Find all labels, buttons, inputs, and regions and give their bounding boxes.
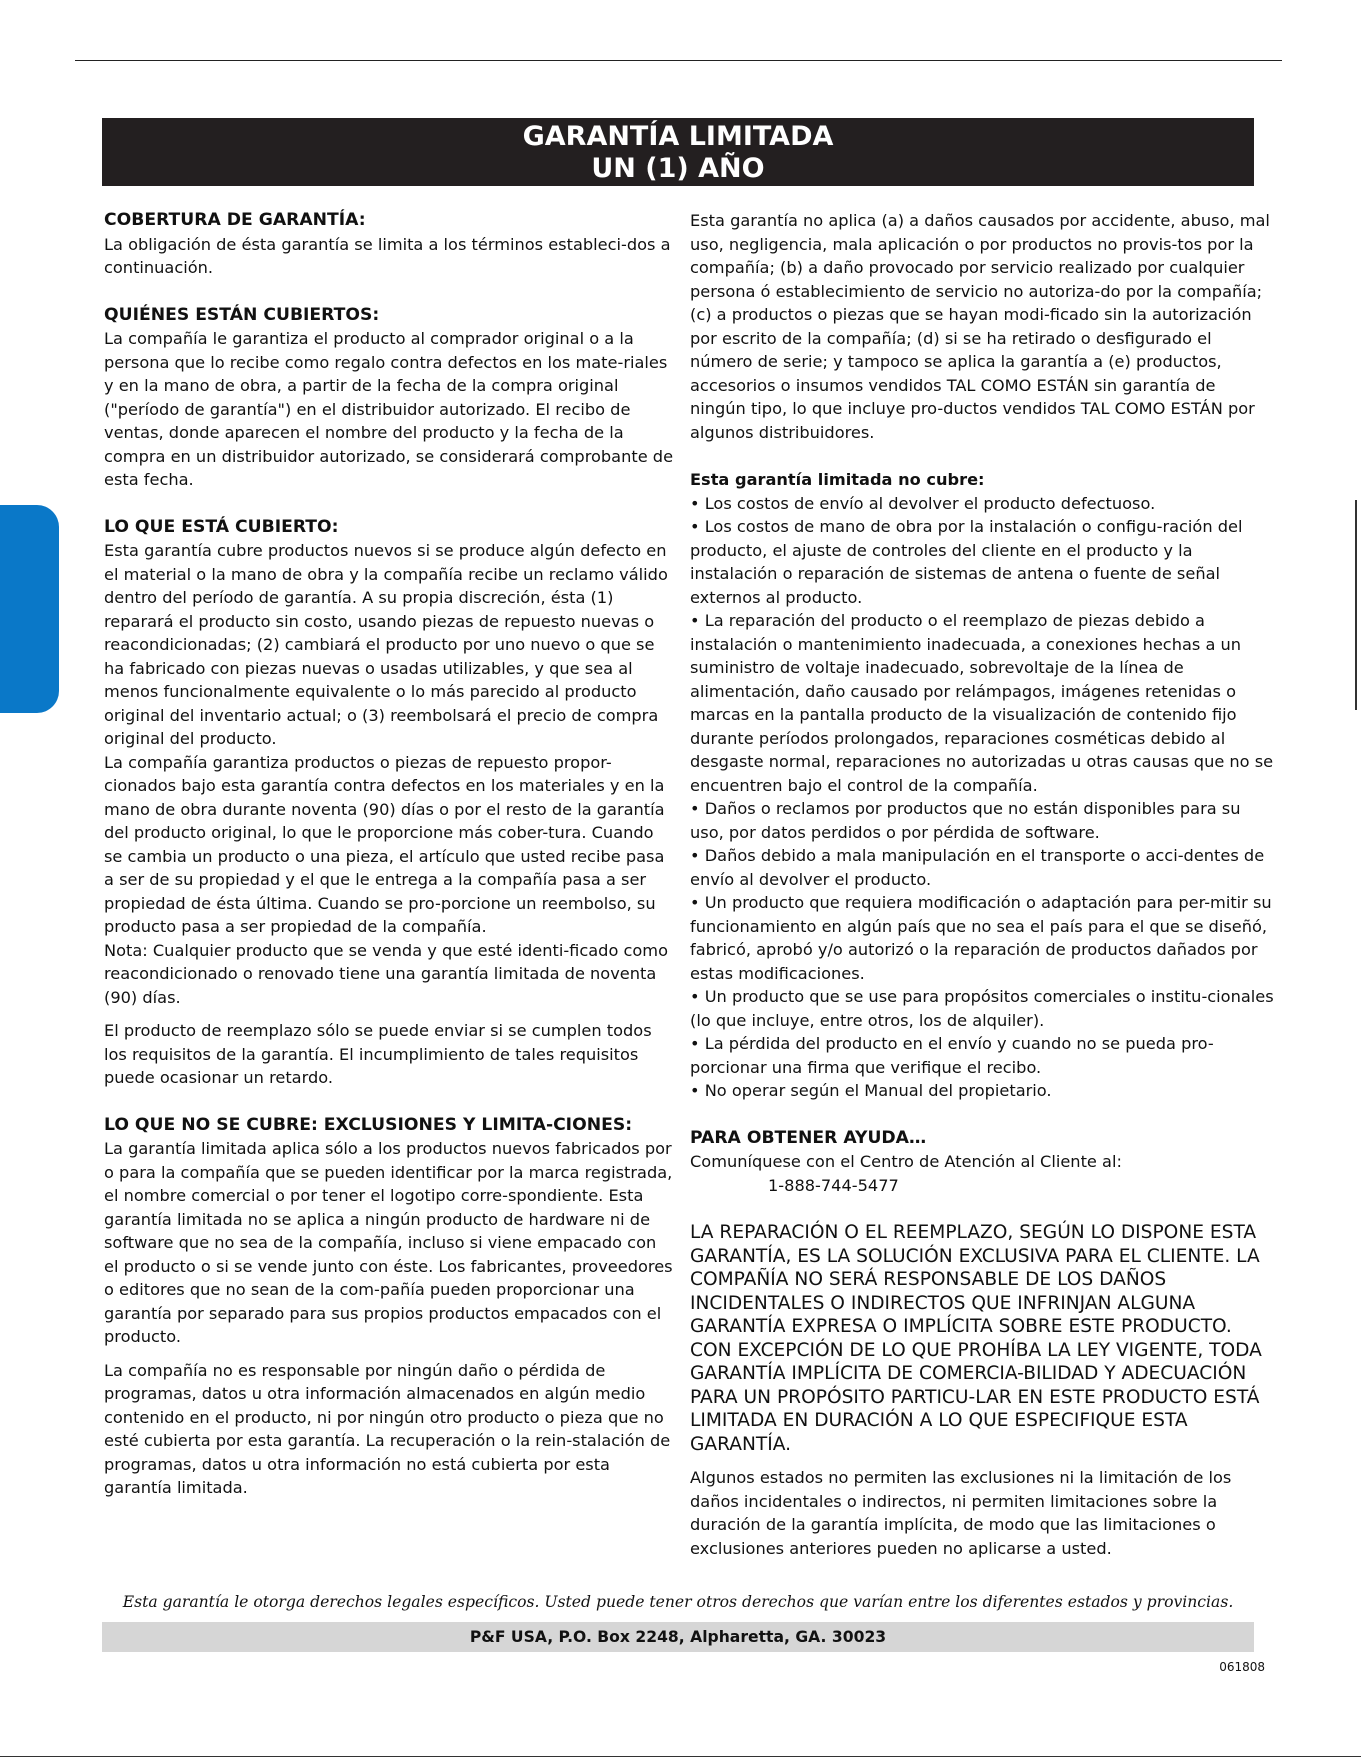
help-heading: PARA OBTENER AYUDA… <box>690 1127 927 1148</box>
coverage-text: La obligación de ésta garantía se limita a los términos estableci-dos a continuación. <box>104 234 671 277</box>
covered-heading: LO QUE ESTÁ CUBIERTO: <box>104 516 339 537</box>
left-column <box>104 209 674 1500</box>
title-line-1: GARANTÍA LIMITADA <box>522 121 834 152</box>
covered-note: Nota: Cualquier producto que se venda y que esté identi-ficado como reacondicionado o renovado tiene una garantía limitada de noventa (90) días. <box>104 940 668 1007</box>
list-item: • Un producto que se use para propósitos comerciales o institu-cionales (lo que incluye, entre otros, los de alquiler). <box>690 987 1274 1030</box>
covered-text-2: La compañía garantiza productos o piezas de repuesto propor-cionados bajo esta garantía contra defectos en los materiales y en la mano de obra durante noventa (90) días o por el resto de la garantía del producto original, lo que le proporcione más cober-tura. Cuando se cambia un producto o una pieza, el artículo que usted recibe pasa a ser de su propiedad y el que le entrega a la compañía pasa a ser propiedad de ésta última. Cuando se pro-porcione un reembolso, su producto pasa a ser propiedad de la compañía. <box>104 752 665 936</box>
states-text: Algunos estados no permiten las exclusiones ni la limitación de los daños incidentales o indirectos, ni permiten limitaciones sobre la duración de la garantía implícita, de modo que las limitaciones o exclusiones anteriores pueden no aplicarse a usted. <box>690 1468 1232 1558</box>
help-text: Comuníquese con el Centro de Atención al Cliente al: <box>690 1152 1122 1171</box>
covered-text-1: Esta garantía cubre productos nuevos si se produce algún defecto en el material o la mano de obra y la compañía recibe un reclamo válido dentro del período de garantía. A su propia discreción, ésta (1) reparará el producto sin costo, usando piezas de repuesto nuevas o reacondicionadas; (2) cambiará el producto por uno nuevo o que se ha fabricado con piezas nuevas o usadas utilizables, y que sea al menos funcionalmente equivalente o lo más parecido al producto original del inventario actual; o (3) reembolsará el precio de compra original del producto. <box>104 541 668 748</box>
address-bar: P&F USA, P.O. Box 2248, Alpharetta, GA. 30023 <box>102 1622 1254 1652</box>
not-apply-text: Esta garantía no aplica (a) a daños causados por accidente, abuso, mal uso, negligencia, mala aplicación o por productos no provis-tos por la compañía; (b) a daño provocado por servicio realizado por cualquier persona ó establecimiento de servicio no autoriza-do por la compañía; (c) a productos o piezas que se hayan modi-ficado sin la autorización por escrito de la compañía; (d) si se ha retirado o desfigurado el número de serie; y tampoco se aplica la garantía a (e) productos, accesorios o insumos vendidos TAL COMO ESTÁN sin garantía de ningún tipo, lo que incluye pro-ductos vendidos TAL COMO ESTÁN por algunos distribuidores. <box>690 211 1270 442</box>
list-item: • Los costos de envío al devolver el producto defectuoso. <box>690 493 1156 513</box>
list-item: • No operar según el Manual del propietario. <box>690 1081 1052 1100</box>
exclusions-heading: LO QUE NO SE CUBRE: EXCLUSIONES Y LIMITA-CIONES: <box>104 1114 633 1135</box>
edge-mark <box>1355 500 1357 710</box>
list-item: • La pérdida del producto en el envío y cuando no se pueda pro-porcionar una firma que verifique el recibo. <box>690 1034 1214 1077</box>
title-line-2: UN (1) AÑO <box>591 153 765 184</box>
not-cover-heading: Esta garantía limitada no cubre: <box>690 470 985 489</box>
who-heading: QUIÉNES ESTÁN CUBIERTOS: <box>104 304 380 325</box>
list-item: • Daños o reclamos por productos que no están disponibles para su uso, por datos perdidos o por pérdida de software. <box>690 799 1241 842</box>
coverage-heading: COBERTURA DE GARANTÍA: <box>104 210 366 230</box>
document-code: 061808 <box>1219 1660 1265 1674</box>
bottom-rule <box>0 1756 1361 1757</box>
right-column <box>690 209 1276 1560</box>
title-bar <box>102 118 1254 186</box>
covered-text-3: El producto de reemplazo sólo se puede enviar si se cumplen todos los requisitos de la garantía. El incumplimiento de tales requisitos puede ocasionar un retardo. <box>104 1021 652 1087</box>
exclusions-text-1: La garantía limitada aplica sólo a los productos nuevos fabricados por o para la compañía que se pueden identificar por la marca registrada, el nombre comercial o por tener el logotipo corre-spondiente. Esta garantía limitada no se aplica a ningún producto de hardware ni de software que no sea de la compañía, incluso si viene empacado con el producto o si se vende junto con éste. Los fabricantes, proveedores o editores que no sean de la com-pañía pueden proporcionar una garantía por separado para sus propios productos empacados con el producto. <box>104 1139 673 1346</box>
exclusions-text-2: La compañía no es responsable por ningún daño o pérdida de programas, datos u otra información almacenados en algún medio contenido en el producto, ni por ningún otro producto o pieza que no esté cubierta por esta garantía. La recuperación o la rein-stalación de programas, datos u otra información no está cubierta por esta garantía limitada. <box>104 1360 671 1497</box>
list-item: • Los costos de mano de obra por la instalación o configu-ración del producto, el ajuste de controles del cliente en el producto y la instalación o reparación de sistemas de antena o fuente de señal externos al producto. <box>690 517 1243 607</box>
phone-number: 1-888-744-5477 <box>768 1175 899 1195</box>
footer-note: Esta garantía le otorga derechos legales específicos. Usted puede tener otros derechos que varían entre los diferentes estados y provincias. <box>122 1593 1234 1611</box>
list-item: • Un producto que requiera modificación o adaptación para per-mitir su funcionamiento en algún país que no sea el país para el que se diseñó, fabricó, aprobó y/o autorizó o la reparación de productos dañados por estas modificaciones. <box>690 893 1272 983</box>
liability-disclaimer: LA REPARACIÓN O EL REEMPLAZO, SEGÚN LO DISPONE ESTA GARANTÍA, ES LA SOLUCIÓN EXCLUSIVA PARA EL CLIENTE. LA COMPAÑÍA NO SERÁ RESPONSABLE DE LOS DAÑOS INCIDENTALES O INDIRECTOS QUE INFRINJAN ALGUNA GARANTÍA EXPRESA O IMPLÍCITA SOBRE ESTE PRODUCTO. CON EXCEPCIÓN DE LO QUE PROHÍBA LA LEY VIGENTE, TODA GARANTÍA IMPLÍCITA DE COMERCIA-BILIDAD Y ADECUACIÓN PARA UN PROPÓSITO PARTICU-LAR EN ESTE PRODUCTO ESTÁ LIMITADA EN DURACIÓN A LO QUE ESPECIFIQUE ESTA GARANTÍA. <box>690 1222 1262 1455</box>
list-item: • Daños debido a mala manipulación en el transporte o acci-dentes de envío al devolver el producto. <box>690 846 1265 889</box>
section-tab <box>0 505 59 713</box>
who-text: La compañía le garantiza el producto al comprador original o a la persona que lo recibe como regalo contra defectos en los mate-riales y en la mano de obra, a partir de la fecha de la compra original ("período de garantía") en el distribuidor autorizado. El recibo de ventas, donde aparecen el nombre del producto y la fecha de la compra en un distribuidor autorizado, se considerará comprobante de esta fecha. <box>104 329 674 489</box>
list-item: • La reparación del producto o el reemplazo de piezas debido a instalación o mantenimiento inadecuada, a conexiones hechas a un suministro de voltaje inadecuado, sobrevoltaje de la línea de alimentación, daño causado por relámpagos, imágenes retenidas o marcas en la pantalla producto de la visualización de contenido fijo durante períodos prolongados, reparaciones cosméticas debido al desgaste normal, reparaciones no autorizadas u otras causas que no se encuentren bajo el control de la compañía. <box>690 611 1274 795</box>
top-rule <box>75 60 1282 61</box>
